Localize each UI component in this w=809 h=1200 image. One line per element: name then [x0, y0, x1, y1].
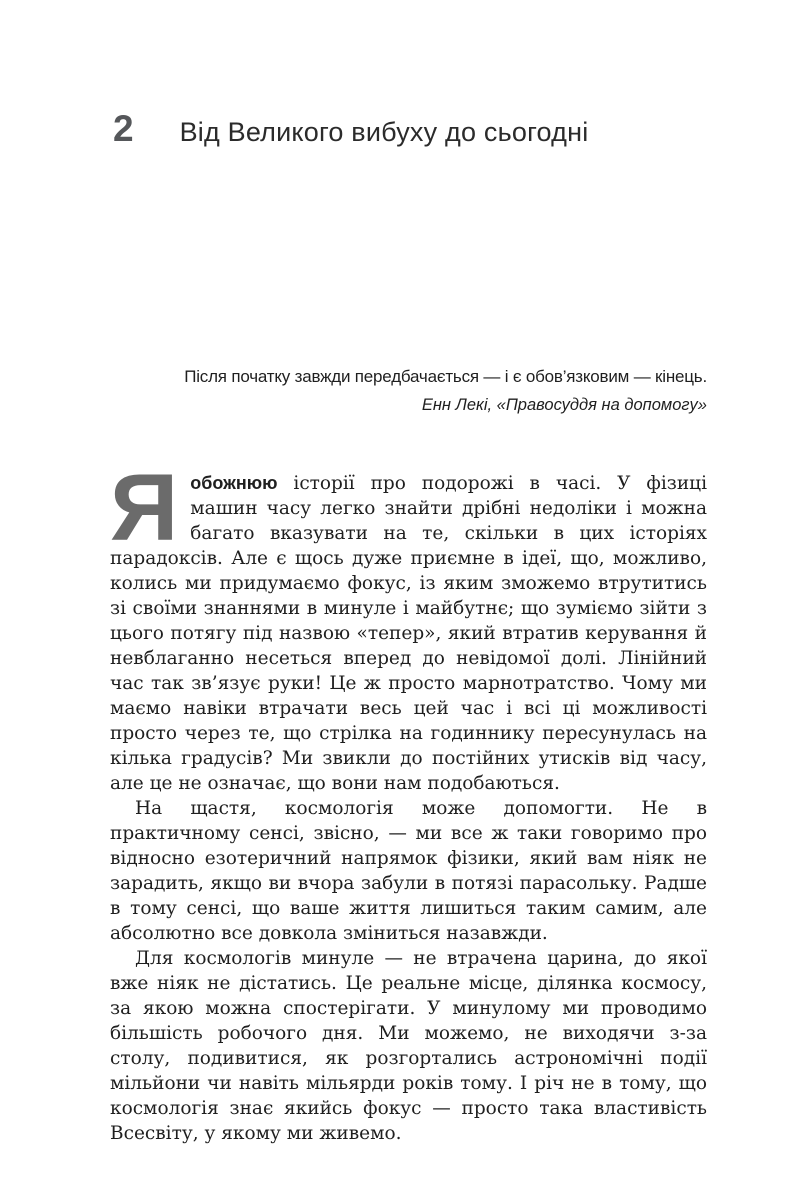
paragraph-3: Для космологів минуле — не втрачена царина, до якої вже ніяк не дістатись. Це реальне місце, ділянка космосу, за якою можна спостерігати. У минулому ми проводимо більшість робочого дня. Ми можемо, не виходячи з-за столу, подивитися, як розгортались астрономічні події мільйони чи навіть мільярди років тому. І річ не в тому, що космологія знає якийсь фокус — просто така властивість Всесвіту, у якому ми живемо.: [110, 948, 707, 1144]
epigraph: [110, 364, 707, 417]
epigraph-quote: Після початку завжди передбачається — і є обов’язковим — кінець.: [184, 367, 707, 386]
body-text: [110, 455, 707, 1146]
paragraph-1: [110, 455, 707, 796]
chapter-header: [113, 110, 588, 147]
epigraph-attribution: Енн Лекі, «Правосуддя на допомогу»: [421, 396, 707, 414]
paragraph-1-text: історії про подорожі в часі. У фізиці машин часу легко знайти дрібні недоліки і можна багато вказувати на те, скільки в цих історіях парадоксів. Але є щось дуже приємне в ідеї, що, можливо, колись ми придумаємо фокус, із яким зможемо втрутитись зі своїми знаннями в минуле і майбутнє; що зуміємо зійти з цього потягу під назвою «тепер», який втратив керування й невблаганно несеться вперед до невідомої долі. Лінійний час так зв’язує руки! Це ж просто марнотратство. Чому ми маємо навіки втрачати весь цей час і всі ці можливості просто через те, що стрілка на годиннику пересунулась на кілька градусів? Ми звикли до постійних утисків від часу, але це не означає, що вони нам подобаються.: [110, 473, 707, 794]
paragraph-2: На щастя, космологія може допомогти. Не в практичному сенсі, звісно, — ми все ж таки говоримо про відносно езотеричний напрямок фізики, який вам ніяк не зарадить, якщо ви вчора забули в потязі парасольку. Радше в тому сенсі, що ваше життя лишиться таким самим, але абсолютно все довкола зміниться назавжди.: [110, 798, 707, 944]
dropcap-letter: Я: [110, 455, 179, 561]
lead-word: обожнюю: [190, 473, 278, 493]
chapter-number: 2: [113, 108, 134, 149]
chapter-title: Від Великого вибуху до сьогодні: [179, 117, 589, 147]
